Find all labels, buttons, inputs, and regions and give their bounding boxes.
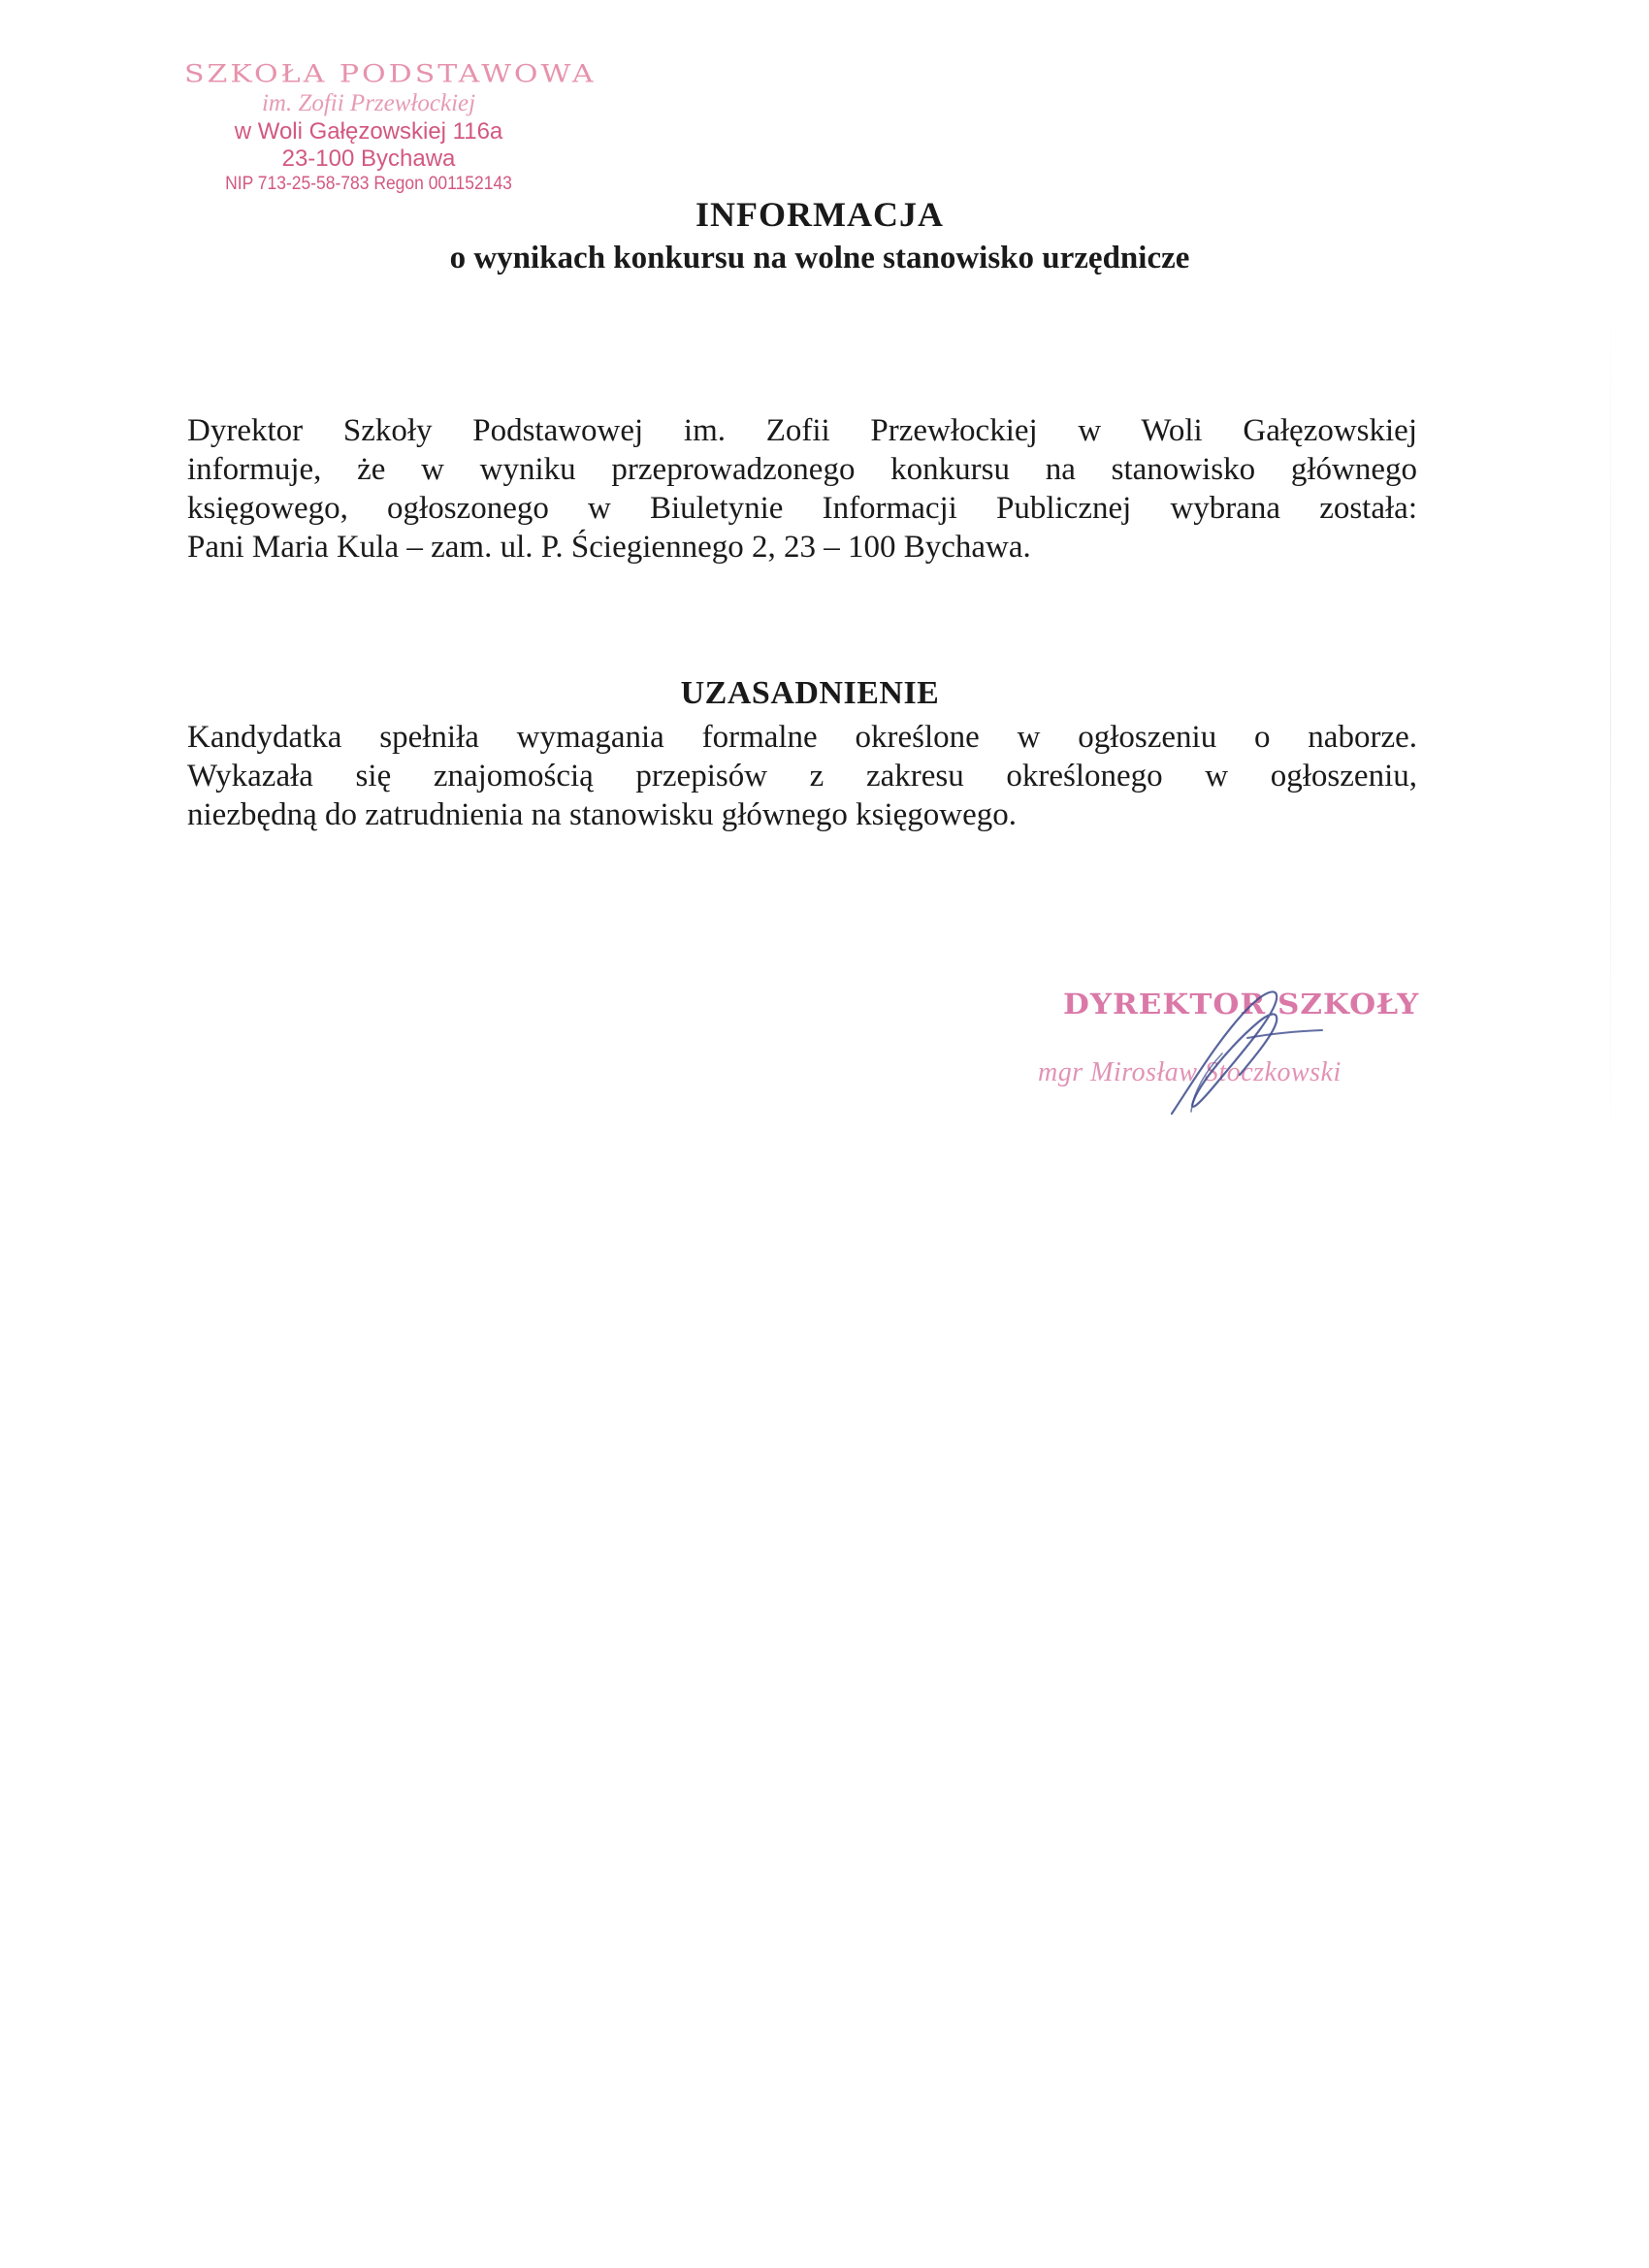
- justification-heading: [0, 675, 1649, 712]
- announcement-paragraph: [187, 411, 1417, 567]
- handwritten-signature: [1133, 978, 1346, 1123]
- justification-heading-text: UZASADNIENIE: [680, 675, 940, 711]
- stamp-school-name: SZKOŁA PODSTAWOWA: [184, 59, 597, 89]
- stamp-postal-code: 23-100 Bychawa: [281, 146, 456, 172]
- school-stamp: [184, 59, 597, 194]
- paragraph-line: Dyrektor Szkoły Podstawowej im. Zofii Przewłockiej w Woli Gałęzowskiej: [187, 413, 1417, 448]
- paragraph-line: Kandydatka spełniła wymagania formalne określone w ogłoszeniu o naborze.: [187, 720, 1417, 755]
- director-stamp-title: DYREKTOR SZKOŁY: [1063, 988, 1420, 1021]
- stamp-patron: im. Zofii Przewłockiej: [261, 90, 476, 116]
- document-title: INFORMACJA: [695, 195, 944, 234]
- stamp-address: w Woli Gałęzowskiej 116a: [234, 118, 503, 145]
- justification-paragraph: [187, 718, 1417, 834]
- document-subtitle: o wynikach konkursu na wolne stanowisko urzędnicze: [449, 241, 1190, 275]
- paragraph-line: informuje, że w wyniku przeprowadzonego konkursu na stanowisko głównego: [187, 452, 1417, 487]
- stamp-nip-regon: NIP 713-25-58-783 Regon 001152143: [225, 174, 512, 194]
- paragraph-line: Wykazała się znajomością przepisów z zakresu określonego w ogłoszeniu,: [187, 759, 1417, 794]
- paragraph-line: niezbędną do zatrudnienia na stanowisku głównego księgowego.: [187, 797, 1018, 832]
- scan-edge-line: [1610, 291, 1611, 1164]
- paragraph-line: księgowego, ogłoszonego w Biuletynie Informacji Publicznej wybrana została:: [187, 491, 1417, 526]
- paragraph-line: Pani Maria Kula – zam. ul. P. Ściegiennego 2, 23 – 100 Bychawa.: [187, 530, 1031, 565]
- director-stamp-name: mgr Mirosław Stoczkowski: [1038, 1057, 1342, 1087]
